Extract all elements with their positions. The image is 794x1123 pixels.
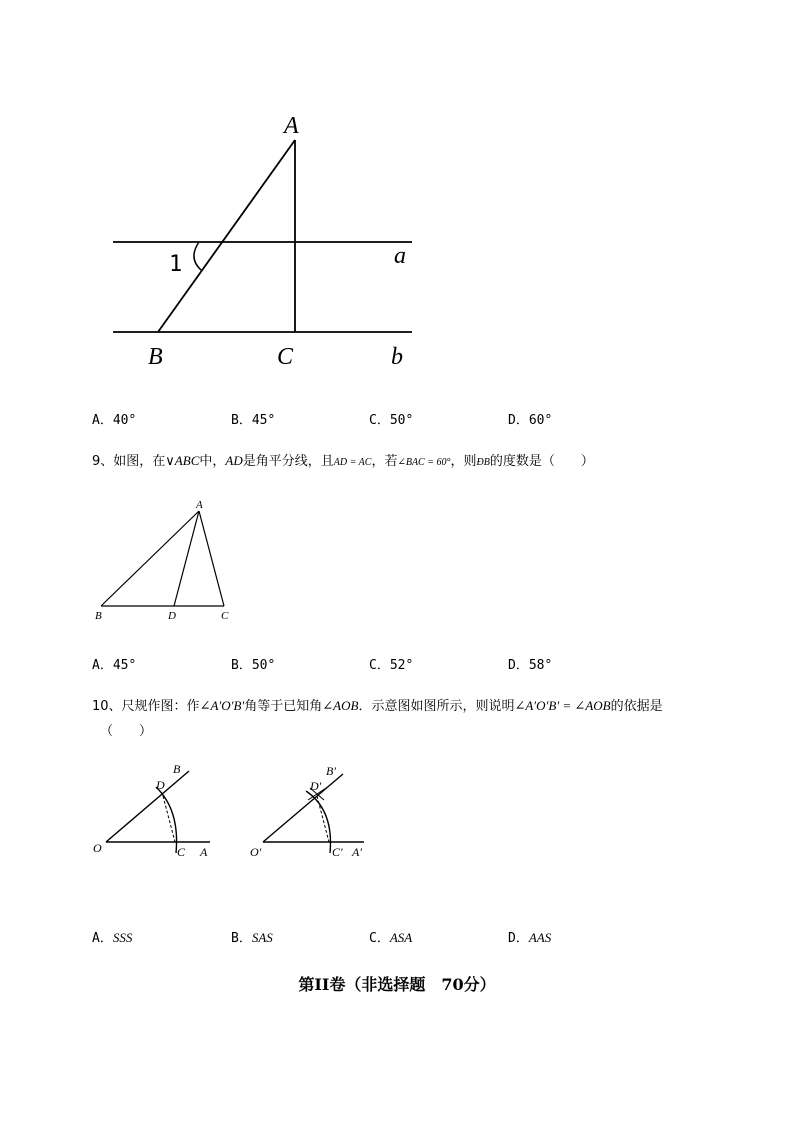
segment-ab xyxy=(158,140,295,332)
q8-option-c[interactable]: C．50° xyxy=(369,413,414,428)
q8-option-d[interactable]: D．60° xyxy=(508,413,553,428)
q10-label-D: D xyxy=(156,778,165,792)
q8-option-b[interactable]: B．45° xyxy=(231,413,276,428)
label-b: b xyxy=(391,344,403,370)
q9-option-d[interactable]: D．58° xyxy=(508,658,553,673)
label-B: B xyxy=(148,344,163,370)
q9-option-b[interactable]: B．50° xyxy=(231,658,276,673)
q10-figure xyxy=(85,755,385,865)
q9-option-a[interactable]: A．45° xyxy=(92,658,137,673)
q10-option-b[interactable]: B．SAS xyxy=(231,930,273,946)
q10-option-d[interactable]: D．AAS xyxy=(508,930,552,946)
q9-option-c[interactable]: C．52° xyxy=(369,658,414,673)
q10-label-B: B xyxy=(173,762,181,776)
q10-label-A2: A′ xyxy=(352,845,362,859)
q9-label-C: C xyxy=(221,610,229,622)
section-title: 第II卷（非选择题 70分） xyxy=(298,975,496,994)
q10-label-B2: B′ xyxy=(326,764,336,778)
q8-option-a[interactable]: A．40° xyxy=(92,413,137,428)
q10-option-c[interactable]: C．ASA xyxy=(369,930,413,946)
q10-label-C2: C′ xyxy=(332,845,343,859)
label-1: 1 xyxy=(169,252,183,277)
q9-figure xyxy=(90,495,240,625)
q9-label-B: B xyxy=(95,610,102,622)
q10-paren: （ ） xyxy=(100,724,153,739)
q10-option-a[interactable]: A．SSS xyxy=(92,930,133,946)
q10-label-D2: D′ xyxy=(310,779,322,793)
q8-figure xyxy=(100,105,430,380)
label-C: C xyxy=(277,344,294,370)
q9-label-A: A xyxy=(196,499,203,511)
q9-stem: 9、如图，在∨ABC中，AD是角平分线，且AD = AC，若∠BAC = 60°，则ÐB的度数是（ ） xyxy=(92,453,594,469)
q10-stem: 10、尺规作图：作∠A′O′B′角等于已知角∠AOB．示意图如图所示，则说明∠A′O′B′ = ∠AOB的依据是 xyxy=(92,698,663,714)
q10-label-A: A xyxy=(200,845,208,859)
label-A: A xyxy=(284,113,299,139)
q10-label-O2: O′ xyxy=(250,845,262,859)
label-a: a xyxy=(394,243,406,269)
angle-1-arc xyxy=(194,242,201,270)
q10-label-C: C xyxy=(177,845,186,859)
q10-label-O: O xyxy=(93,841,102,855)
q9-label-D: D xyxy=(168,610,176,622)
